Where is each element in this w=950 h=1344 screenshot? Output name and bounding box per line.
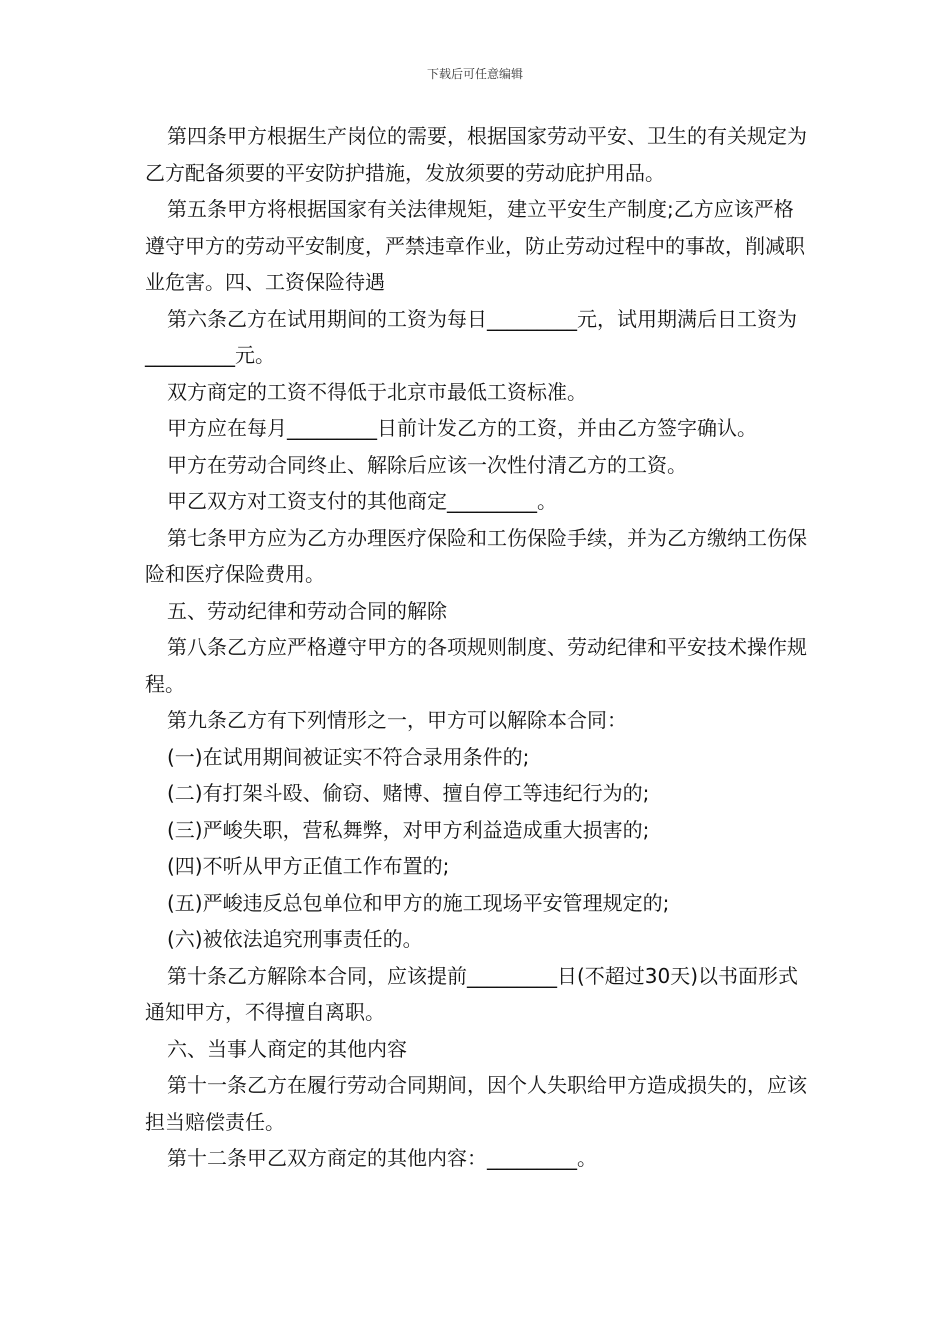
paragraph-article-4: 第四条甲方根据生产岗位的需要，根据国家劳动平安、卫生的有关规定为乙方配备须要的平安防护措施，发放须要的劳动庇护用品。 <box>145 124 807 185</box>
header-note: 下载后可任意编辑 <box>426 67 523 81</box>
paragraph-final-pay: 甲方在劳动合同终止、解除后应该一次性付清乙方的工资。 <box>167 452 687 477</box>
paragraph-article-11: 第十一条乙方在履行劳动合同期间，因个人失职给甲方造成损失的，应该担当赔偿责任。 <box>145 1073 807 1134</box>
list-item-1: (一)在试用期间被证实不符合录用条件的; <box>167 744 530 769</box>
paragraph-article-5: 第五条甲方将根据国家有关法律规矩，建立平安生产制度;乙方应该严格遵守甲方的劳动平安制度，严禁违章作业，防止劳动过程中的事故，削减职业危害。四、工资保险待遇 <box>145 197 805 294</box>
list-item-3: (三)严峻失职，营私舞弊，对甲方利益造成重大损害的; <box>167 817 650 842</box>
list-item-2: (二)有打架斗殴、偷窃、赌博、擅自停工等违纪行为的; <box>167 781 650 805</box>
paragraph-min-wage: 双方商定的工资不得低于北京市最低工资标准。 <box>167 379 587 404</box>
section-heading-6: 六、当事人商定的其他内容 <box>167 1036 407 1061</box>
list-item-5: (五)严峻违反总包单位和甲方的施工现场平安管理规定的; <box>167 890 670 915</box>
paragraph-pay-day: 甲方应在每月_________日前计发乙方的工资，并由乙方签字确认。 <box>167 416 757 440</box>
paragraph-article-12: 第十二条甲乙双方商定的其他内容：_________。 <box>167 1146 597 1170</box>
document-body <box>145 118 813 1177</box>
paragraph-other-pay: 甲乙双方对工资支付的其他商定_________。 <box>167 489 557 513</box>
list-item-6: (六)被依法追究刑事责任的。 <box>167 927 423 951</box>
list-item-4: (四)不听从甲方正值工作布置的; <box>167 854 450 878</box>
paragraph-article-7: 第七条甲方应为乙方办理医疗保险和工伤保险手续，并为乙方缴纳工伤保险和医疗保险费用。 <box>145 525 807 586</box>
paragraph-article-6: 第六条乙方在试用期间的工资为每日_________元，试用期满后日工资为_________元。 <box>145 306 797 367</box>
paragraph-article-10: 第十条乙方解除本合同，应该提前_________日(不超过30天)以书面形式通知甲方，不得擅自离职。 <box>145 963 799 1024</box>
section-heading-5: 五、劳动纪律和劳动合同的解除 <box>167 598 447 623</box>
paragraph-article-8: 第八条乙方应严格遵守甲方的各项规则制度、劳动纪律和平安技术操作规程。 <box>145 635 807 696</box>
paragraph-article-9: 第九条乙方有下列情形之一，甲方可以解除本合同： <box>167 708 627 732</box>
